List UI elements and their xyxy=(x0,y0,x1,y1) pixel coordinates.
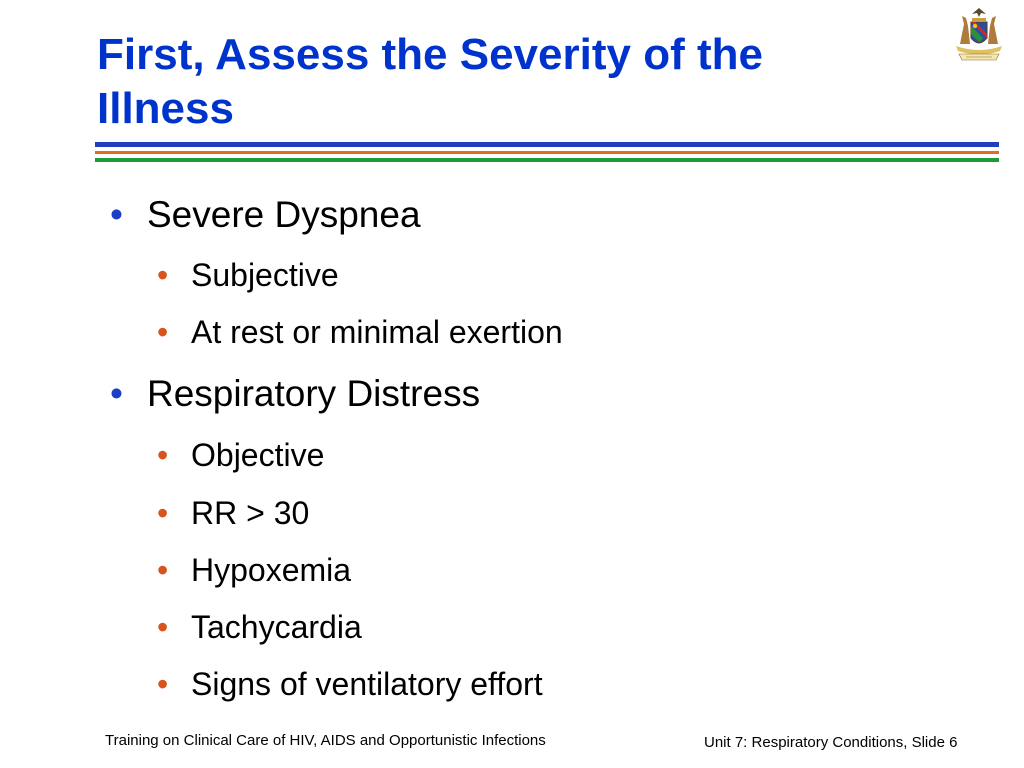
bullet-item xyxy=(110,193,421,237)
bullet-text: Severe Dyspnea xyxy=(147,194,421,235)
coat-of-arms-icon xyxy=(950,4,1008,66)
footer-slide-number: Unit 7: Respiratory Conditions, Slide 6 xyxy=(704,734,958,751)
header-rule-blue xyxy=(95,142,999,147)
bullet-marker: • xyxy=(157,552,169,588)
bullet-text: Signs of ventilatory effort xyxy=(191,666,543,702)
header-rule-green xyxy=(95,158,999,162)
bullet-marker: • xyxy=(157,257,169,293)
sub-bullet-item xyxy=(157,664,543,704)
bullet-marker: • xyxy=(157,609,169,645)
bullet-marker: • xyxy=(110,194,123,235)
bullet-text: Objective xyxy=(191,437,325,473)
sub-bullet-item xyxy=(157,493,309,533)
sub-bullet-item xyxy=(157,255,339,295)
bullet-text: Tachycardia xyxy=(191,609,362,645)
header-rule-orange xyxy=(95,151,999,154)
sub-bullet-item xyxy=(157,550,351,590)
bullet-item xyxy=(110,372,480,416)
footer-course-title: Training on Clinical Care of HIV, AIDS and Opportunistic Infections xyxy=(105,732,546,749)
bullet-marker: • xyxy=(157,314,169,350)
bullet-marker: • xyxy=(157,495,169,531)
sub-bullet-item xyxy=(157,312,563,352)
bullet-text: Subjective xyxy=(191,257,339,293)
slide-title xyxy=(97,28,917,136)
bullet-marker: • xyxy=(110,373,123,414)
sub-bullet-item xyxy=(157,435,324,475)
sub-bullet-item xyxy=(157,607,362,647)
bullet-text: RR > 30 xyxy=(191,495,310,531)
bullet-text: Respiratory Distress xyxy=(147,373,481,414)
title-line-2: Illness xyxy=(97,84,234,133)
title-line-1: First, Assess the Severity of the xyxy=(97,30,763,79)
bullet-marker: • xyxy=(157,437,169,473)
bullet-text: Hypoxemia xyxy=(191,552,352,588)
bullet-marker: • xyxy=(157,666,169,702)
bullet-text: At rest or minimal exertion xyxy=(191,314,563,350)
